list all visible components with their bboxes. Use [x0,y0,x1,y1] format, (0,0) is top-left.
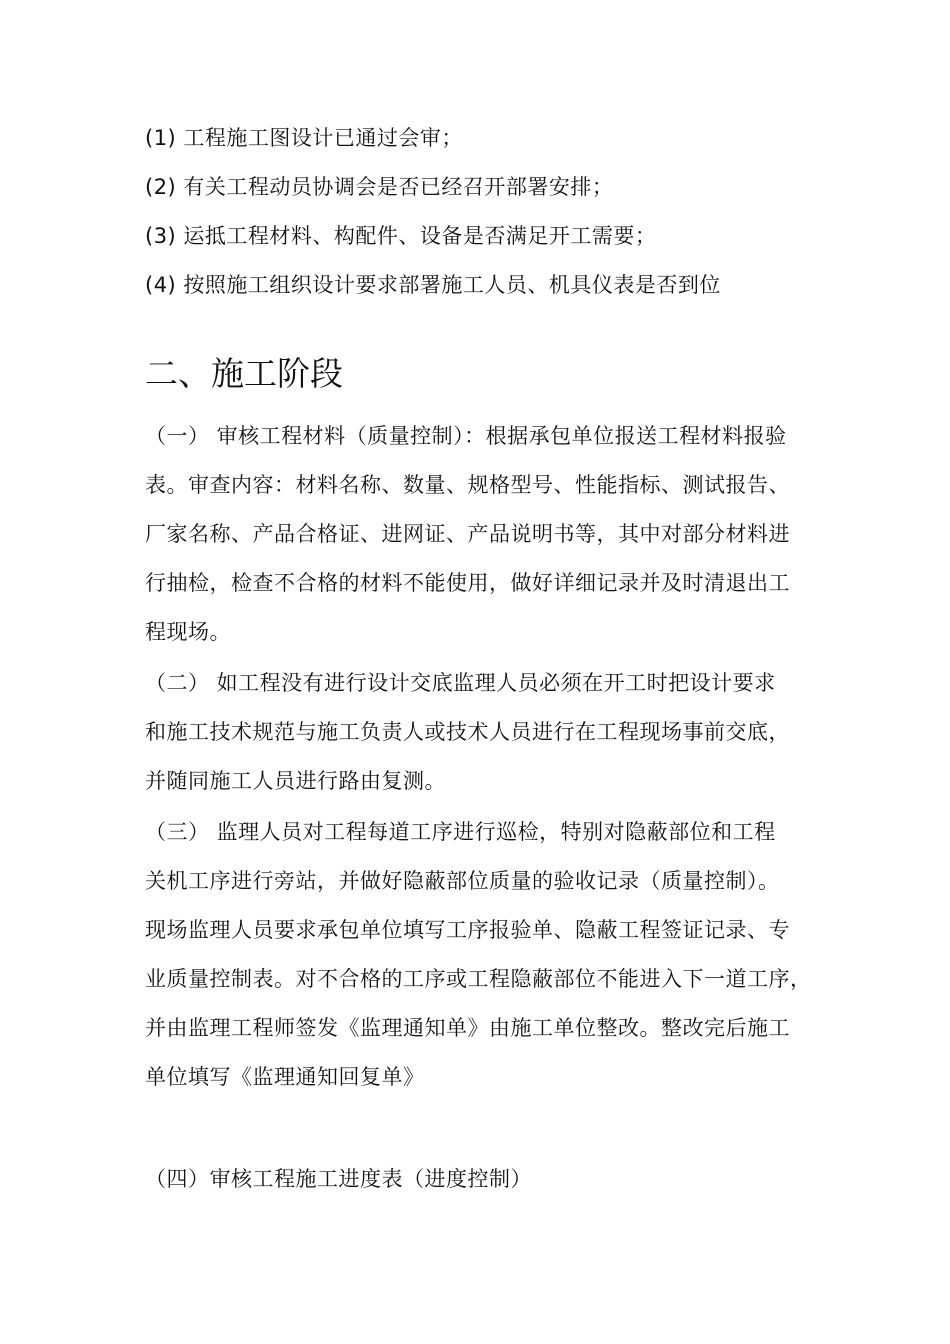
paragraph-3-line-3: 现场监理人员要求承包单位填写工序报验单、隐蔽工程签证记录、专 [145,918,790,942]
paragraph-2-line-1: （二） 如工程没有进行设计交底监理人员必须在开工时把设计要求 [145,671,776,695]
paragraph-3-line-6: 单位填写《监理通知回复单》 [145,1065,425,1089]
section-title: 二、施工阶段 [145,354,343,393]
paragraph-3-line-4: 业质量控制表。对不合格的工序或工程隐蔽部位不能进入下一道工序， [145,967,812,991]
paragraph-3-line-2: 关机工序进行旁站，并做好隐蔽部位质量的验收记录（质量控制）。 [145,869,780,893]
paragraph-1-line-3: 厂家名称、产品合格证、进网证、产品说明书等，其中对部分材料进 [145,522,790,546]
paragraph-2-line-3: 并随同施工人员进行路由复测。 [145,769,446,793]
paragraph-1-line-2: 表。审查内容：材料名称、数量、规格型号、性能指标、测试报告、 [145,473,790,497]
paragraph-3-line-5: 并由监理工程师签发《监理通知单》由施工单位整改。整改完后施工 [145,1016,790,1040]
paragraph-3-line-1: （三） 监理人员对工程每道工序进行巡检，特别对隐蔽部位和工程 [145,820,776,844]
paragraph-1-line-1: （一） 审核工程材料（质量控制）：根据承包单位报送工程材料报验 [145,424,787,448]
list-item-1: (1) 工程施工图设计已通过会审； [145,126,463,150]
paragraph-1-line-5: 程现场。 [145,620,231,644]
list-item-3: (3) 运抵工程材料、构配件、设备是否满足开工需要； [145,224,657,248]
paragraph-2-line-2: 和施工技术规范与施工负责人或技术人员进行在工程现场事前交底， [145,720,790,744]
paragraph-4-line-1: （四）审核工程施工进度表（进度控制） [145,1167,532,1191]
list-item-2: (2) 有关工程动员协调会是否已经召开部署安排； [145,175,614,199]
list-item-4: (4) 按照施工组织设计要求部署施工人员、机具仪表是否到位 [145,273,721,297]
paragraph-1-line-4: 行抽检，检查不合格的材料不能使用，做好详细记录并及时清退出工 [145,571,790,595]
